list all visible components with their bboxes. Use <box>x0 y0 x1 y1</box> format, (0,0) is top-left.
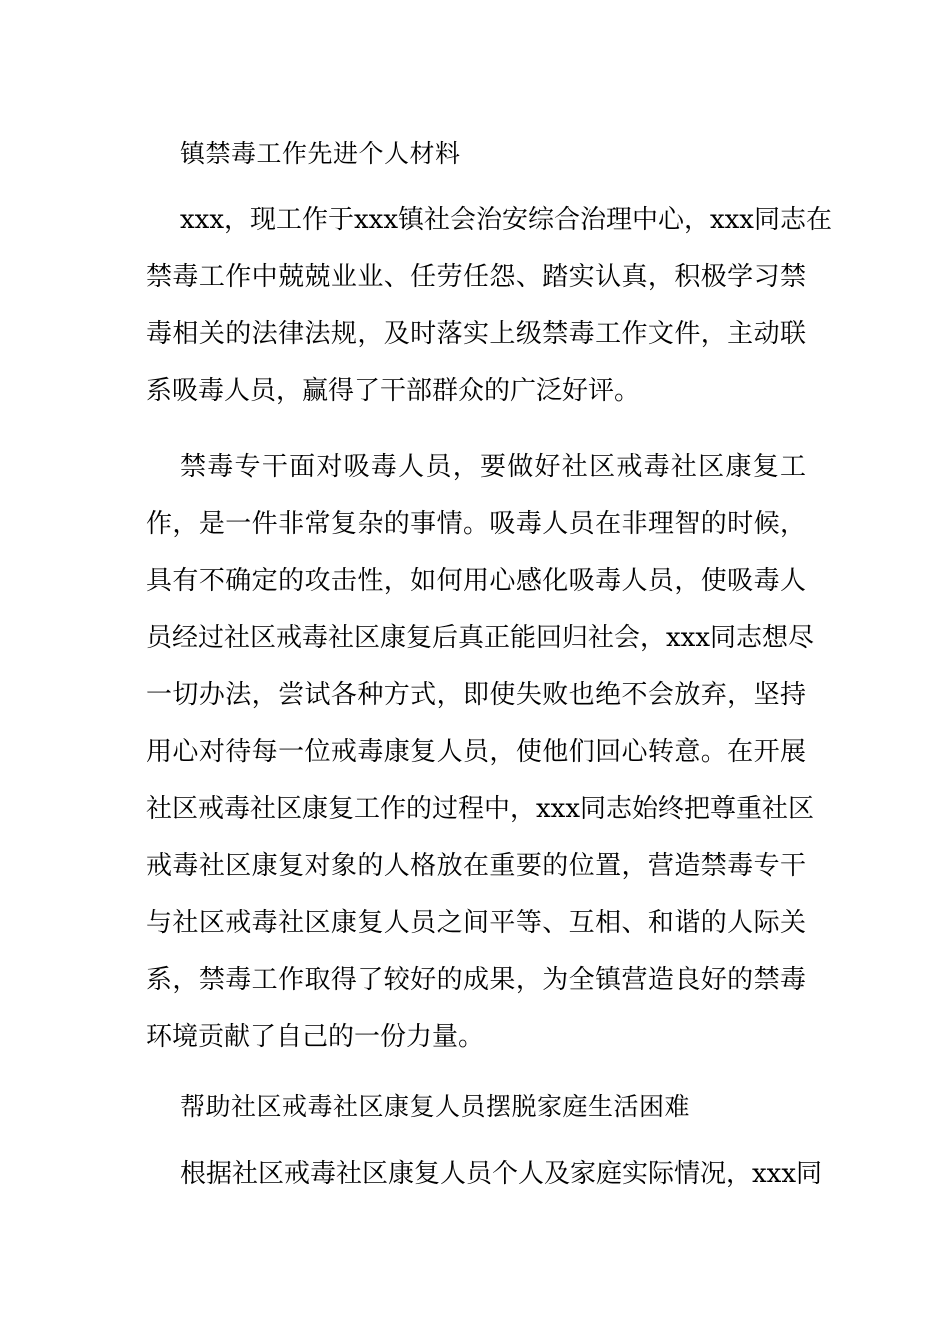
paragraph-line: 系吸毒人员，赢得了干部群众的广泛好评。 <box>146 376 641 406</box>
section-subheading: 帮助社区戒毒社区康复人员摆脱家庭生活困难 <box>180 1092 691 1121</box>
paragraph-line: 根据社区戒毒社区康复人员个人及家庭实际情况，xxx同 <box>180 1159 822 1189</box>
paragraph-line: 与社区戒毒社区康复人员之间平等、互相、和谐的人际关 <box>146 908 806 938</box>
paragraph-line: 社区戒毒社区康复工作的过程中，xxx同志始终把尊重社区 <box>146 794 814 824</box>
paragraph-line: 员经过社区戒毒社区康复后真正能回归社会，xxx同志想尽 <box>146 623 814 653</box>
paragraph-line: 戒毒社区康复对象的人格放在重要的位置，营造禁毒专干 <box>146 851 806 881</box>
paragraph-line: 禁毒专干面对吸毒人员，要做好社区戒毒社区康复工 <box>180 452 806 482</box>
document-title: 镇禁毒工作先进个人材料 <box>180 139 461 168</box>
paragraph-line: 禁毒工作中兢兢业业、任劳任怨、踏实认真，积极学习禁 <box>146 262 806 292</box>
paragraph-line: 作，是一件非常复杂的事情。吸毒人员在非理智的时候， <box>146 509 806 539</box>
paragraph-line: 系，禁毒工作取得了较好的成果，为全镇营造良好的禁毒 <box>146 965 806 995</box>
paragraph-line: 具有不确定的攻击性，如何用心感化吸毒人员，使吸毒人 <box>146 566 806 596</box>
paragraph-line: 毒相关的法律法规，及时落实上级禁毒工作文件，主动联 <box>146 319 806 349</box>
paragraph-line: xxx，现工作于xxx镇社会治安综合治理中心，xxx同志在 <box>180 205 832 235</box>
paragraph-line: 一切办法，尝试各种方式，即使失败也绝不会放弃，坚持 <box>146 680 806 710</box>
paragraph-line: 环境贡献了自己的一份力量。 <box>146 1022 485 1052</box>
paragraph-line: 用心对待每一位戒毒康复人员，使他们回心转意。在开展 <box>146 737 806 767</box>
